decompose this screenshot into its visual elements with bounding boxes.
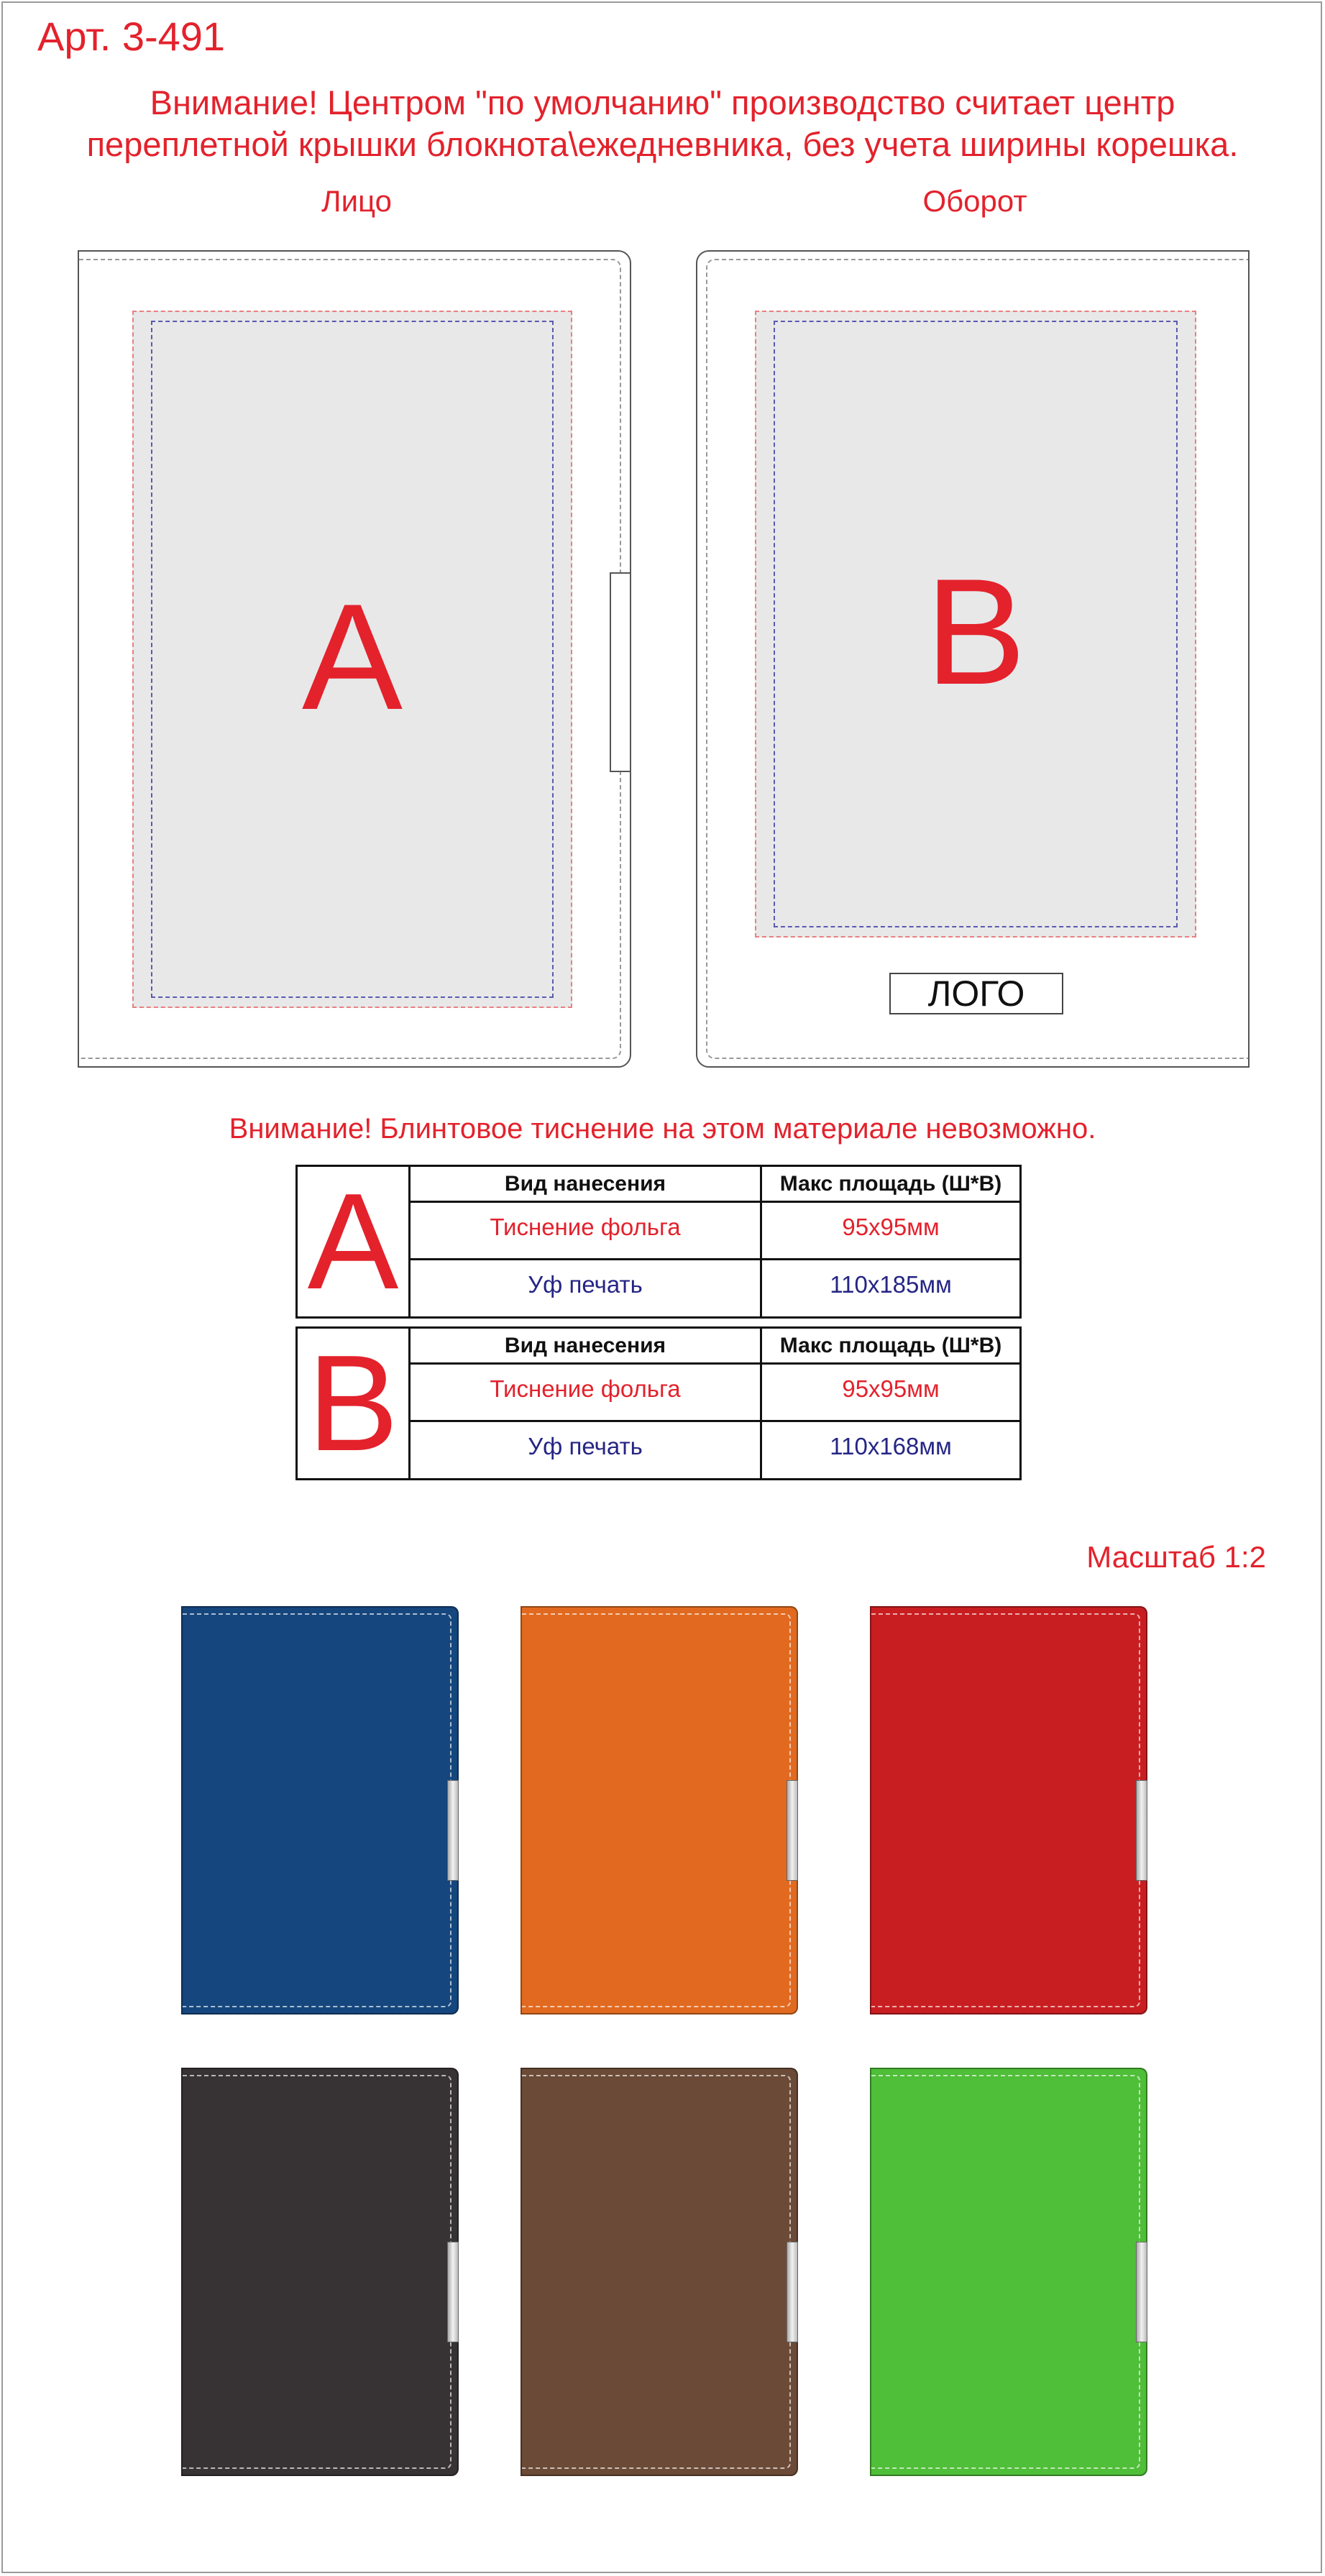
front-clasp: [610, 572, 631, 772]
table-b: [295, 1326, 1022, 1480]
table-cell-size: 95x95мм: [762, 1203, 1019, 1260]
table-b-letter: B: [298, 1329, 411, 1478]
table-cell-method: Тиснение фольга: [411, 1203, 762, 1260]
notice-line-2: переплетной крышки блокнота\ежедневника, без учета ширины корешка.: [86, 125, 1239, 163]
table-a-letter: A: [298, 1167, 411, 1316]
swatch-clasp: [787, 1780, 798, 1881]
back-cover-diagram: [696, 250, 1250, 1068]
back-label: Оборот: [922, 184, 1027, 218]
logo-placeholder: ЛОГО: [889, 973, 1063, 1014]
table-cell-size: 95x95мм: [762, 1365, 1019, 1422]
swatch-clasp: [447, 2242, 459, 2342]
table-cell-size: 110x185мм: [830, 1271, 952, 1298]
scale-label: Масштаб 1:2: [1086, 1540, 1266, 1574]
table-cell-method: Уф печать: [411, 1422, 762, 1478]
color-swatch-blue: [181, 1606, 459, 2014]
default-center-notice: [0, 82, 1325, 165]
color-swatch-dark-gray: [181, 2068, 459, 2476]
notice-line-1: Внимание! Центром "по умолчанию" производство считает центр: [150, 83, 1175, 122]
table-cell-method: Уф печать: [411, 1260, 762, 1316]
swatch-clasp: [447, 1780, 459, 1881]
table-cell-method: Тиснение фольга: [411, 1365, 762, 1422]
color-swatch-red: [870, 1606, 1147, 2014]
front-label: Лицо: [321, 184, 392, 218]
table-cell-size: 110x168мм: [830, 1433, 952, 1459]
back-zone-letter: B: [925, 547, 1027, 716]
back-print-zone: [755, 311, 1196, 938]
blind-embossing-warning: Внимание! Блинтовое тиснение на этом материале невозможно.: [229, 1113, 1096, 1145]
swatch-clasp: [1136, 1780, 1147, 1881]
front-zone-letter: A: [301, 572, 403, 741]
table-header-size: Макс площадь (Ш*В): [762, 1329, 1019, 1365]
table-header-size: Макс площадь (Ш*В): [762, 1167, 1019, 1203]
color-swatch-green: [870, 2068, 1147, 2476]
front-print-zone: [132, 311, 572, 1008]
table-header-method: Вид нанесения: [411, 1329, 762, 1365]
color-swatch-orange: [521, 1606, 798, 2014]
color-swatch-brown: [521, 2068, 798, 2476]
front-cover-diagram: [78, 250, 631, 1068]
swatch-clasp: [787, 2242, 798, 2342]
table-a: [295, 1165, 1022, 1319]
article-number: Арт. 3-491: [37, 14, 226, 59]
table-header-method: Вид нанесения: [411, 1167, 762, 1203]
swatch-clasp: [1136, 2242, 1147, 2342]
